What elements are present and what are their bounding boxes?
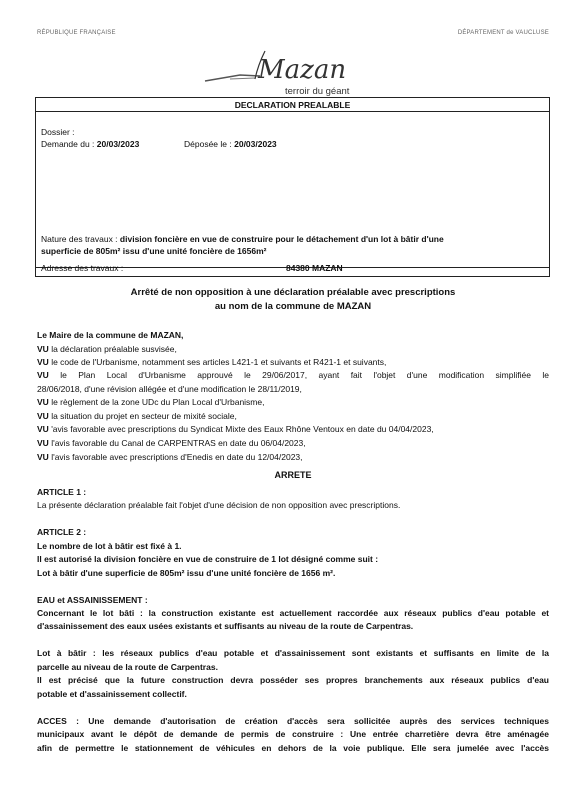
visa-vu: VU xyxy=(37,397,49,407)
nature-row xyxy=(41,234,444,244)
article2-line1: Le nombre de lot à bâtir est fixé à 1. xyxy=(37,541,182,551)
arrete-heading: ARRETE xyxy=(274,470,312,480)
maire-line: Le Maire de la commune de MAZAN, xyxy=(37,330,184,340)
visa-item xyxy=(37,370,549,380)
acces-line2: municipaux avant le dépôt de demande de permis de construire : Une entrée charretière devra être aménagée xyxy=(37,729,549,739)
demande-row xyxy=(41,139,139,149)
arrete-title-line2: au nom de la commune de MAZAN xyxy=(214,301,372,312)
visa-vu: VU xyxy=(37,344,49,354)
article2-line3: Lot à bâtir d'une superficie de 805m² issu d'une unité foncière de 1656 m². xyxy=(37,568,336,578)
visa-text: le Plan Local d'Urbanisme approuvé le 29/06/2017, ayant fait l'objet d'une modification simplifiée le xyxy=(60,370,549,380)
visa-item xyxy=(37,357,386,367)
visa-text: l'avis favorable avec prescriptions d'Enedis en date du 12/04/2023, xyxy=(51,452,303,462)
visa-item xyxy=(37,384,302,394)
arrete-title-line1: Arrêté de non opposition à une déclaration préalable avec prescriptions xyxy=(130,287,456,298)
visa-item xyxy=(37,344,177,354)
eau-p2-line3: Il est précisé que la future construction devra posséder ses propres branchements aux réseaux publics d'eau xyxy=(37,675,549,685)
eau-p2-line1: Lot à bâtir : les réseaux publics d'eau potable et d'assainissement sont existants et suffisants en limite de la xyxy=(37,648,549,658)
logo-wordmark: Mazan xyxy=(258,55,347,85)
visa-item xyxy=(37,411,237,421)
visa-vu: VU xyxy=(37,438,49,448)
visa-item xyxy=(37,424,434,434)
deposee-row xyxy=(184,139,277,149)
logo-subtitle: terroir du géant xyxy=(285,86,350,97)
visa-text: le règlement de la zone UDc du Plan Local d'Urbanisme, xyxy=(51,397,265,407)
visa-item xyxy=(37,438,306,448)
visa-vu: VU xyxy=(37,452,49,462)
eau-p1-line2: d'assainissement des eaux usées existants et suffisants au niveau de la route de Carpentras. xyxy=(37,621,414,631)
declaration-box xyxy=(35,97,550,277)
article1-heading: ARTICLE 1 : xyxy=(37,487,87,497)
nature-label: Nature des travaux : xyxy=(41,234,118,244)
demande-date: 20/03/2023 xyxy=(96,139,140,149)
dossier-label: Dossier : xyxy=(41,127,75,137)
visa-text: 'avis favorable avec prescriptions du Syndicat Mixte des Eaux Rhône Ventoux en date du 04/04/2023, xyxy=(51,424,434,434)
visa-text: 28/06/2018, d'une révision allégée et d'une modification le 28/11/2019, xyxy=(37,384,302,394)
eau-heading: EAU et ASSAINISSEMENT : xyxy=(37,595,148,605)
eau-p2-line4: potable et d'assainissement collectif. xyxy=(37,689,187,699)
adresse-label: Adresse des travaux : xyxy=(41,263,124,273)
header-departement: DÉPARTEMENT de VAUCLUSE xyxy=(457,30,549,36)
article1-text: La présente déclaration préalable fait l'objet d'une décision de non opposition avec prescriptions. xyxy=(37,500,401,510)
visa-text: le code de l'Urbanisme, notamment ses articles L421-1 et suivants et R421-1 et suivants, xyxy=(51,357,387,367)
acces-line3: afin de permettre le stationnement de véhicules en dehors de la voie publique. Elle sera jumelée avec l'accès xyxy=(37,743,549,753)
nature-line1: division foncière en vue de construire pour le détachement d'un lot à bâtir d'une xyxy=(119,234,444,244)
box-title-divider xyxy=(36,111,549,112)
visa-text: la situation du projet en secteur de mixité sociale, xyxy=(51,411,237,421)
article2-line2: Il est autorisé la division foncière en vue de construire de 1 lot désigné comme suit : xyxy=(37,554,379,564)
article2-heading: ARTICLE 2 : xyxy=(37,527,87,537)
visa-text: l'avis favorable du Canal de CARPENTRAS en date du 06/04/2023, xyxy=(51,438,306,448)
deposee-date: 20/03/2023 xyxy=(234,139,277,149)
eau-p2-line2: parcelle au niveau de la route de Carpentras. xyxy=(37,662,218,672)
visa-vu: VU xyxy=(37,357,49,367)
visa-vu: VU xyxy=(37,424,49,434)
visa-vu: VU xyxy=(37,370,49,380)
visa-item xyxy=(37,452,303,462)
adresse-value: 84380 MAZAN xyxy=(286,263,343,273)
header-republique: RÉPUBLIQUE FRANÇAISE xyxy=(37,30,116,36)
visa-item xyxy=(37,397,264,407)
eau-p1-line1: Concernant le lot bâti : la construction existante est actuellement raccordée aux réseaux publics d'eau potable et xyxy=(37,608,549,618)
nature-line2: superficie de 805m² issu d'une unité foncière de 1656m² xyxy=(41,246,267,256)
acces-line1: ACCES : Une demande d'autorisation de création d'accès sera sollicitée auprès des services techniques xyxy=(37,716,549,726)
visa-vu: VU xyxy=(37,411,49,421)
box-title: DECLARATION PREALABLE xyxy=(234,100,351,110)
demande-label: Demande du : xyxy=(41,139,95,149)
deposee-label: Déposée le : xyxy=(184,139,232,149)
visa-text: la déclaration préalable susvisée, xyxy=(51,344,177,354)
